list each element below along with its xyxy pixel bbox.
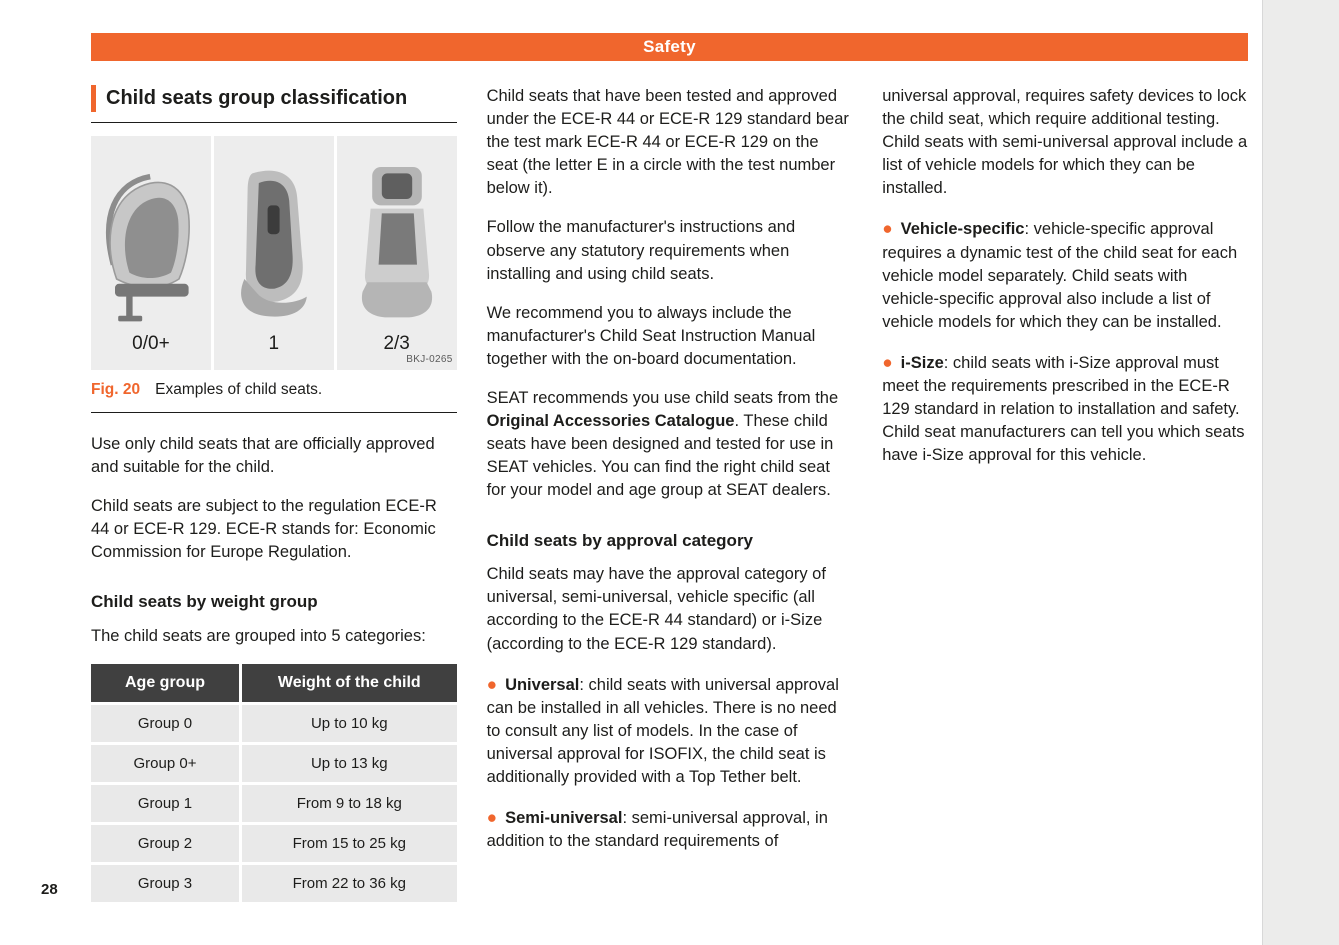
page-edge (1262, 0, 1339, 945)
table-cell: Group 0+ (91, 745, 239, 782)
table-header-cell: Weight of the child (242, 664, 457, 702)
subheading-weight-group: Child seats by weight group (91, 592, 318, 612)
figure-caption-text: Examples of child seats. (155, 381, 323, 398)
table-cell: Group 2 (91, 825, 239, 862)
bullet-item (882, 216, 1248, 333)
section-header-bar (91, 33, 1248, 61)
paragraph-text: . These child seats have been designed and tested for use in SEAT vehicles. You can find the right child seat for your model and age group at SEAT dealers. (486, 412, 834, 500)
paragraph: We recommend you to always include the manufacturer's Child Seat Instruction Manual together with the on-board documentation. (486, 303, 816, 368)
toddler-seat-icon (222, 148, 326, 338)
bullet-text: : semi-universal approval, in addition to the standard requirements of (486, 809, 828, 851)
bullet-text: : vehicle-specific approval requires a dynamic test of the child seat for each vehicle model separately. Child seats with vehicle-specific approval also include a list of vehicle models for which they can be installed. (882, 220, 1238, 331)
table-cell: From 9 to 18 kg (242, 785, 457, 822)
paragraph: Child seats may have the approval category of universal, semi-universal, vehicle specific (all according to the ECE-R 44 standard) or i-Size (according to the ECE-R 129 standard). (486, 565, 826, 653)
figure-number: Fig. 20 (91, 381, 141, 398)
bullet-text: : child seats with universal approval can be installed in all vehicles. There is no need to consult any list of models. In the case of universal approval for ISOFIX, the child seat is additionally provided with a Top Tether belt. (486, 675, 839, 787)
bullet-term: i-Size (900, 353, 944, 372)
paragraph: The child seats are grouped into 5 categories: (91, 626, 426, 645)
page-number: 28 (41, 881, 58, 898)
table-cell: Group 3 (91, 865, 239, 902)
bullet-icon: ● (486, 673, 498, 694)
bullet-item (882, 350, 1248, 467)
column-left (91, 85, 457, 902)
column-middle (487, 85, 853, 902)
subheading-approval-category: Child seats by approval category (486, 530, 754, 550)
bold-term: Original Accessories Catalogue (486, 412, 735, 431)
paragraph-text: SEAT recommends you use child seats from the (486, 389, 839, 408)
page-title: Child seats group classification (91, 85, 457, 112)
figure-panel-group0 (91, 136, 211, 370)
section-header-title: Safety (643, 37, 696, 56)
bullet-term: Vehicle-specific (900, 220, 1025, 239)
page-columns (91, 85, 1248, 902)
paragraph: universal approval, requires safety devices to lock the child seat, which require additional testing. Child seats with semi-universal approval include a list of vehicle models for which they can be installed. (882, 87, 1248, 198)
figure-panel-label: 2/3 (383, 333, 410, 355)
paragraph: Child seats are subject to the regulation ECE-R 44 or ECE-R 129. ECE-R stands for: Economic Commission for Europe Regulation. (91, 496, 437, 562)
figure-panel-label: 0/0+ (132, 333, 170, 355)
table-header-cell: Age group (91, 664, 239, 702)
bullet-text: : child seats with i-Size approval must meet the requirements prescribed in the ECE-R 129 standard in relation to installation and safety. Child seat manufacturers can tell you which seats have i-Size approval for this vehicle. (882, 353, 1245, 465)
table-cell: From 15 to 25 kg (242, 825, 457, 862)
table-cell: From 22 to 36 kg (242, 865, 457, 902)
bullet-icon: ● (882, 218, 893, 239)
bullet-item (487, 805, 853, 853)
paragraph (487, 387, 853, 502)
paragraph: Child seats that have been tested and approved under the ECE-R 44 or ECE-R 129 standard bear the test mark ECE-R 44 or ECE-R 129 on the seat (the letter E in a circle with the test number below it). (486, 87, 849, 198)
figure-panel-group23 (337, 136, 457, 370)
paragraph: Follow the manufacturer's instructions and observe any statutory requirements when installing and using child seats. (486, 218, 796, 283)
figure-reference-code: BKJ-0265 (406, 354, 453, 365)
figure-panels (91, 136, 457, 370)
bullet-icon: ● (486, 807, 498, 828)
bullet-icon: ● (882, 351, 893, 372)
bullet-term: Semi-universal (505, 809, 623, 828)
bullet-term: Universal (505, 675, 580, 694)
divider (91, 122, 457, 123)
booster-seat-icon (345, 148, 449, 338)
figure-panel-group1 (214, 136, 334, 370)
paragraph: Use only child seats that are officially approved and suitable for the child. (91, 434, 435, 476)
table-cell: Group 0 (91, 705, 239, 742)
figure-panel-label: 1 (268, 333, 280, 355)
column-right (882, 85, 1248, 902)
table-cell: Group 1 (91, 785, 239, 822)
bullet-item (487, 672, 853, 789)
figure-child-seats (91, 136, 457, 413)
table-cell: Up to 10 kg (242, 705, 457, 742)
infant-carrier-seat-icon (99, 148, 203, 338)
table-cell: Up to 13 kg (242, 745, 457, 782)
weight-group-table (91, 664, 457, 902)
figure-caption (91, 370, 457, 413)
